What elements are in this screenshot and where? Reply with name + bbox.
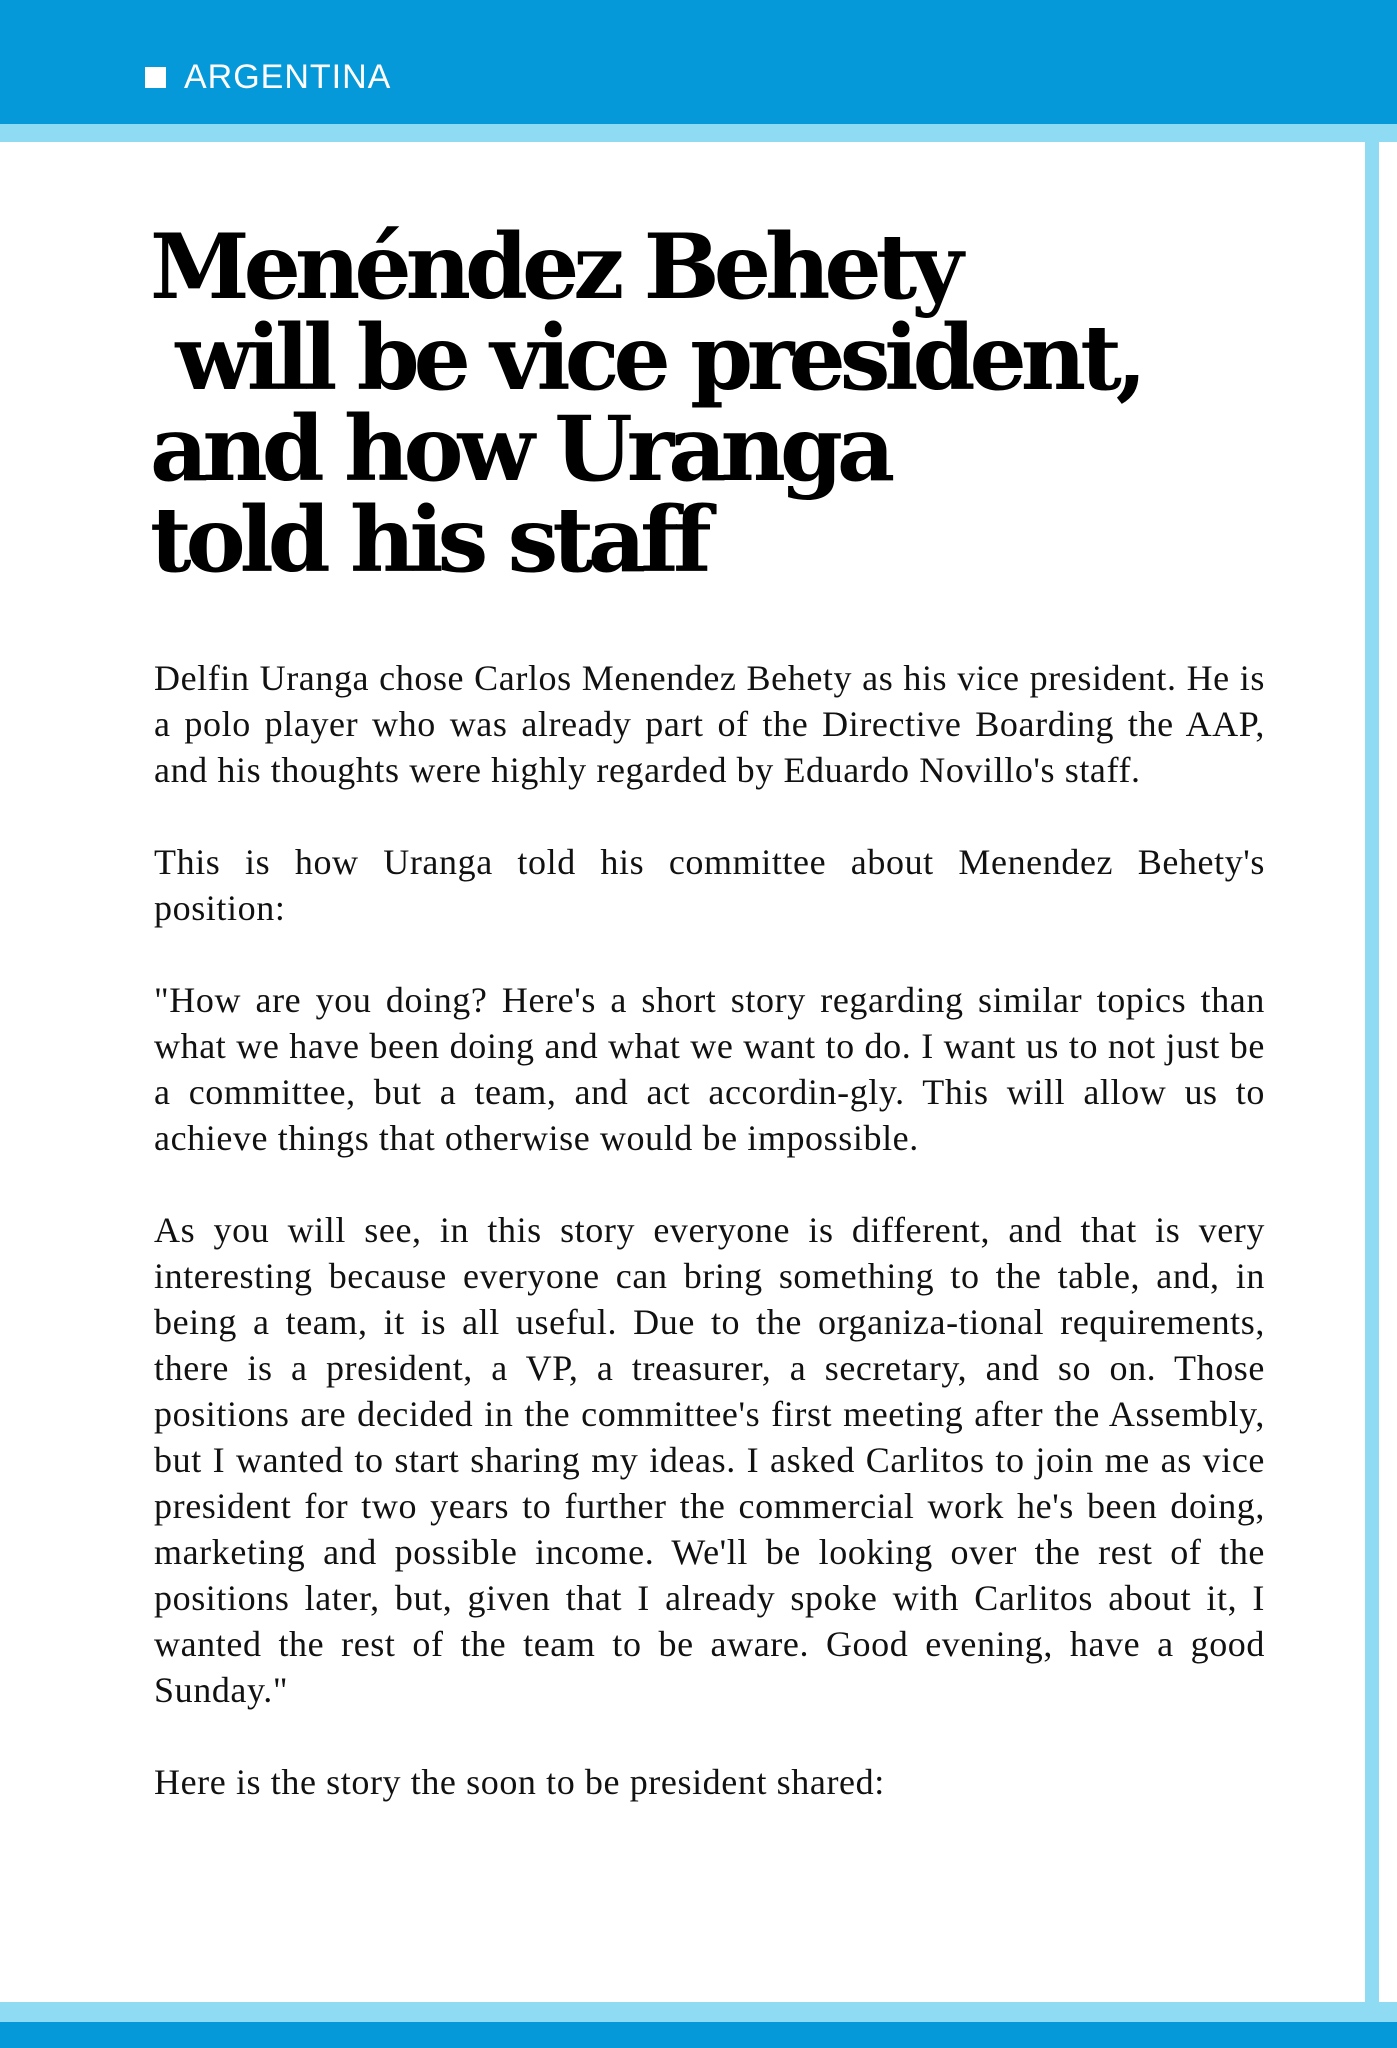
- headline-line: will be vice president,: [150, 305, 1142, 411]
- article-headline: [150, 214, 1250, 593]
- article-paragraph: Here is the story the soon to be president shared:: [154, 1762, 885, 1802]
- headline-line: and how Uranga: [150, 396, 890, 502]
- headline-line: Menéndez Behety: [150, 214, 958, 320]
- square-bullet-icon: [145, 67, 166, 88]
- footer-band: [0, 2022, 1397, 2048]
- headline-line: told his staff: [150, 487, 706, 593]
- footer-stripe: [0, 2002, 1397, 2022]
- article-paragraph: "How are you doing? Here's a short story regarding similar topics than what we have been doing and what we want to do. I want us to not just be a committee, but a team, and act accordin-gly. This will allow us to achieve things that otherwise would be impossible.: [154, 980, 1265, 1158]
- section-name: ARGENTINA: [184, 58, 392, 96]
- right-border-stripe: [1365, 142, 1379, 2002]
- article-paragraph: Delfin Uranga chose Carlos Menendez Behety as his vice president. He is a polo player who was already part of the Directive Boarding the AAP, and his thoughts were highly regarded by Eduardo Novillo's staff.: [154, 658, 1265, 790]
- header-stripe: [0, 124, 1397, 142]
- article-paragraph: As you will see, in this story everyone is different, and that is very interesting because everyone can bring something to the table, and, in being a team, it is all useful. Due to the organiza-tional requirements, there is a president, a VP, a treasurer, a secretary, and so on. Those positions are decided in the committee's first meeting after the Assembly, but I wanted to start sharing my ideas. I asked Carlitos to join me as vice president for two years to further the commercial work he's been doing, marketing and possible income. We'll be looking over the rest of the positions later, but, given that I already spoke with Carlitos about it, I wanted the rest of the team to be aware. Good evening, have a good Sunday.": [154, 1210, 1265, 1710]
- article-body: [154, 655, 1265, 1851]
- article-paragraph: This is how Uranga told his committee about Menendez Behety's position:: [154, 842, 1265, 928]
- section-label: [145, 58, 391, 97]
